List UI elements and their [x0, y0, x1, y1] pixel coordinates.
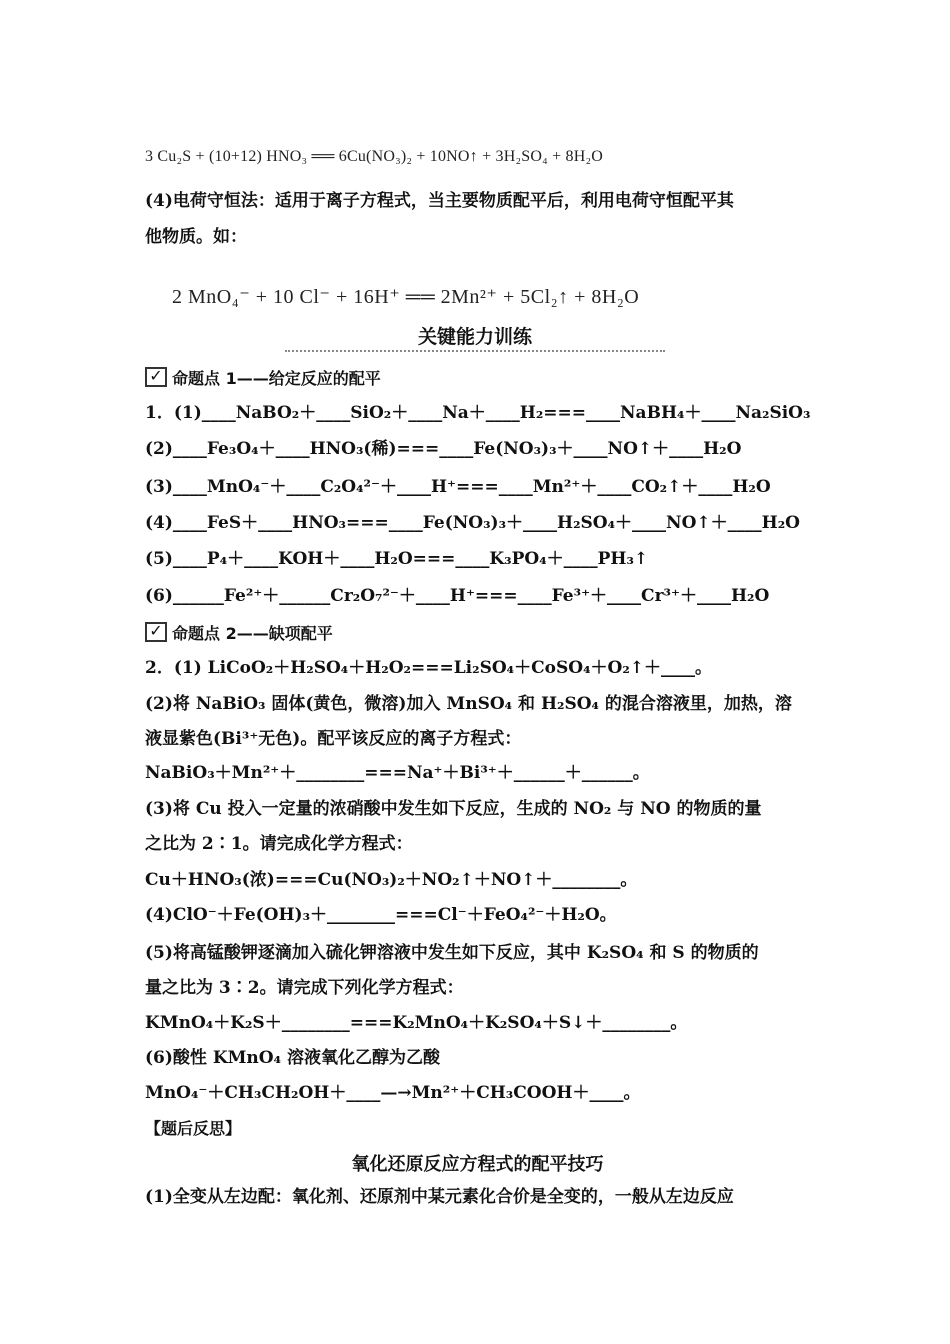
topic2-q3-line1: (3)将 Cu 投入一定量的浓硝酸中发生如下反应，生成的 NO₂ 与 NO 的物质的量: [145, 799, 762, 819]
top-equation: 3 Cu₂S + (10+12) HNO₃ ══ 6Cu(NO₃)₂ + 10NO↑ + 3H₂SO₄ + 8H₂O: [145, 148, 603, 165]
topic2-q5-line1: (5)将高锰酸钾逐滴加入硫化钾溶液中发生如下反应，其中 K₂SO₄ 和 S 的物质的: [145, 943, 759, 963]
topic2-q6-equation: MnO₄⁻＋CH₃CH₂OH＋____—→Mn²⁺＋CH₃COOH＋____。: [145, 1083, 641, 1103]
topic1-item-2: (2)____Fe₃O₄＋____HNO₃(稀)===____Fe(NO₃)₃＋____NO↑＋____H₂O: [145, 439, 742, 459]
example-equation: 2 MnO₄⁻ + 10 Cl⁻ + 16H⁺ ══ 2Mn²⁺ + 5Cl₂↑ + 8H₂O: [172, 286, 640, 308]
topic2-q5-line2: 量之比为 3∶2。请完成下列化学方程式：: [145, 978, 464, 998]
intro-paragraph-line2: 他物质。如：: [145, 227, 247, 247]
topic2-heading: 命题点 2——缺项配平: [172, 624, 333, 643]
topic2-q4: (4)ClO⁻＋Fe(OH)₃＋________===Cl⁻＋FeO₄²⁻＋H₂O。: [145, 905, 617, 925]
topic1-item-6: (6)______Fe²⁺＋______Cr₂O₇²⁻＋____H⁺===____Fe³⁺＋____Cr³⁺＋____H₂O: [145, 586, 770, 606]
topic2-q3-line2: 之比为 2∶1。请完成化学方程式：: [145, 834, 413, 854]
topic2-q2-line1: (2)将 NaBiO₃ 固体(黄色，微溶)加入 MnSO₄ 和 H₂SO₄ 的混合溶液里，加热，溶: [145, 694, 792, 714]
topic1-item-4: (4)____FeS＋____HNO₃===____Fe(NO₃)₃＋____H₂SO₄＋____NO↑＋____H₂O: [145, 513, 800, 533]
topic1-item-1: 1．(1)____NaBO₂＋____SiO₂＋____Na＋____H₂===____NaBH₄＋____Na₂SiO₃: [145, 403, 811, 423]
reflection-paragraph-1: (1)全变从左边配：氧化剂、还原剂中某元素化合价是全变的，一般从左边反应: [145, 1187, 734, 1207]
topic2-q2-line2: 液显紫色(Bi³⁺无色)。配平该反应的离子方程式：: [145, 729, 522, 749]
topic1-item-5: (5)____P₄＋____KOH＋____H₂O===____K₃PO₄＋____PH₃↑: [145, 549, 649, 569]
section-title: 关键能力训练: [417, 326, 532, 348]
topic1-heading: 命题点 1——给定反应的配平: [172, 369, 381, 388]
topic2-q5-equation: KMnO₄＋K₂S＋________===K₂MnO₄＋K₂SO₄＋S↓＋________。: [145, 1013, 688, 1033]
topic2-q3-equation: Cu＋HNO₃(浓)===Cu(NO₃)₂＋NO₂↑＋NO↑＋________。: [145, 870, 638, 890]
intro-paragraph-line1: (4)电荷守恒法：适用于离子方程式，当主要物质配平后，利用电荷守恒配平其: [145, 191, 734, 211]
checkbox-icon: ✓: [145, 622, 167, 642]
topic1-item-3: (3)____MnO₄⁻＋____C₂O₄²⁻＋____H⁺===____Mn²⁺＋____CO₂↑＋____H₂O: [145, 477, 771, 497]
checkbox-icon: ✓: [145, 367, 167, 387]
topic2-q2-equation: NaBiO₃＋Mn²⁺＋________===Na⁺＋Bi³⁺＋______＋______。: [145, 763, 650, 783]
reflection-label: 【题后反思】: [145, 1119, 242, 1138]
topic2-q1: 2．(1) LiCoO₂＋H₂SO₄＋H₂O₂===Li₂SO₄＋CoSO₄＋O₂↑＋____。: [145, 658, 713, 678]
section-rule: [285, 350, 665, 352]
reflection-title: 氧化还原反应方程式的配平技巧: [351, 1154, 604, 1175]
topic2-q6-line1: (6)酸性 KMnO₄ 溶液氧化乙醇为乙酸: [145, 1048, 440, 1068]
